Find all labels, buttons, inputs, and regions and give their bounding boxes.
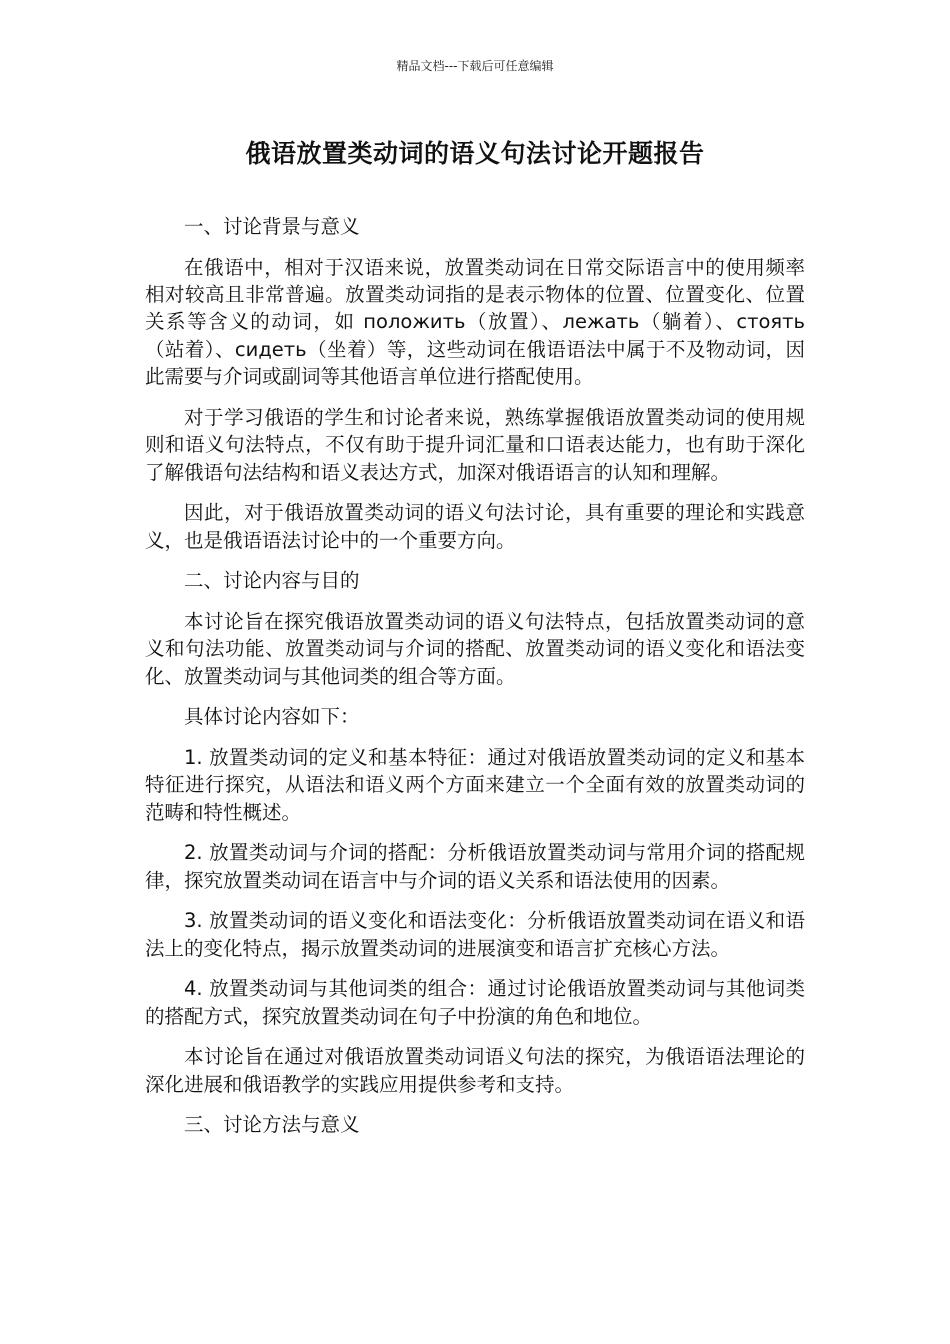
header-note: 精品文档---下载后可任意编辑 <box>396 59 554 73</box>
paragraph: 本讨论旨在通过对俄语放置类动词语义句法的探究，为俄语语法理论的深化进展和俄语教学的实践应用提供参考和支持。 <box>145 1045 805 1096</box>
paragraph: 因此，对于俄语放置类动词的语义句法讨论，具有重要的理论和实践意义，也是俄语语法讨论中的一个重要方向。 <box>145 501 805 552</box>
paragraph: 在俄语中，相对于汉语来说，放置类动词在日常交际语言中的使用频率相对较高且非常普遍。放置类动词指的是表示物体的位置、位置变化、位置关系等含义的动词，如 положить（放置）、лежать（躺着）、стоять（站着）、сидеть（坐着）等，这些动词在俄语语法中属于不及物动词，因此需要与介词或副词等其他语言单位进行搭配使用。 <box>145 255 805 389</box>
list-intro: 具体讨论内容如下： <box>184 705 360 729</box>
list-item: 1. 放置类动词的定义和基本特征：通过对俄语放置类动词的定义和基本特征进行探究，从语法和语义两个方面来建立一个全面有效的放置类动词的范畴和特性概述。 <box>145 745 805 824</box>
paragraph: 对于学习俄语的学生和讨论者来说，熟练掌握俄语放置类动词的使用规则和语义句法特点，不仅有助于提升词汇量和口语表达能力，也有助于深化了解俄语句法结构和语义表达方式，加深对俄语语言的认知和理解。 <box>145 405 805 484</box>
list-item: 3. 放置类动词的语义变化和语法变化：分析俄语放置类动词在语义和语法上的变化特点，揭示放置类动词的进展演变和语言扩充核心方法。 <box>145 909 805 960</box>
document-title: 俄语放置类动词的语义句法讨论开题报告 <box>245 139 705 168</box>
paragraph: 本讨论旨在探究俄语放置类动词的语义句法特点，包括放置类动词的意义和句法功能、放置类动词与介词的搭配、放置类动词的语义变化和语法变化、放置类动词与其他词类的组合等方面。 <box>145 609 805 688</box>
document-body <box>145 213 805 1152</box>
section-heading-method: 三、讨论方法与意义 <box>184 1113 360 1137</box>
section-heading-background: 一、讨论背景与意义 <box>184 215 360 238</box>
list-item: 4. 放置类动词与其他词类的组合：通过讨论俄语放置类动词与其他词类的搭配方式，探究放置类动词在句子中扮演的角色和地位。 <box>145 977 805 1028</box>
list-item: 2. 放置类动词与介词的搭配：分析俄语放置类动词与常用介词的搭配规律，探究放置类动词在语言中与介词的语义关系和语法使用的因素。 <box>145 841 805 892</box>
section-heading-content: 二、讨论内容与目的 <box>184 569 360 593</box>
